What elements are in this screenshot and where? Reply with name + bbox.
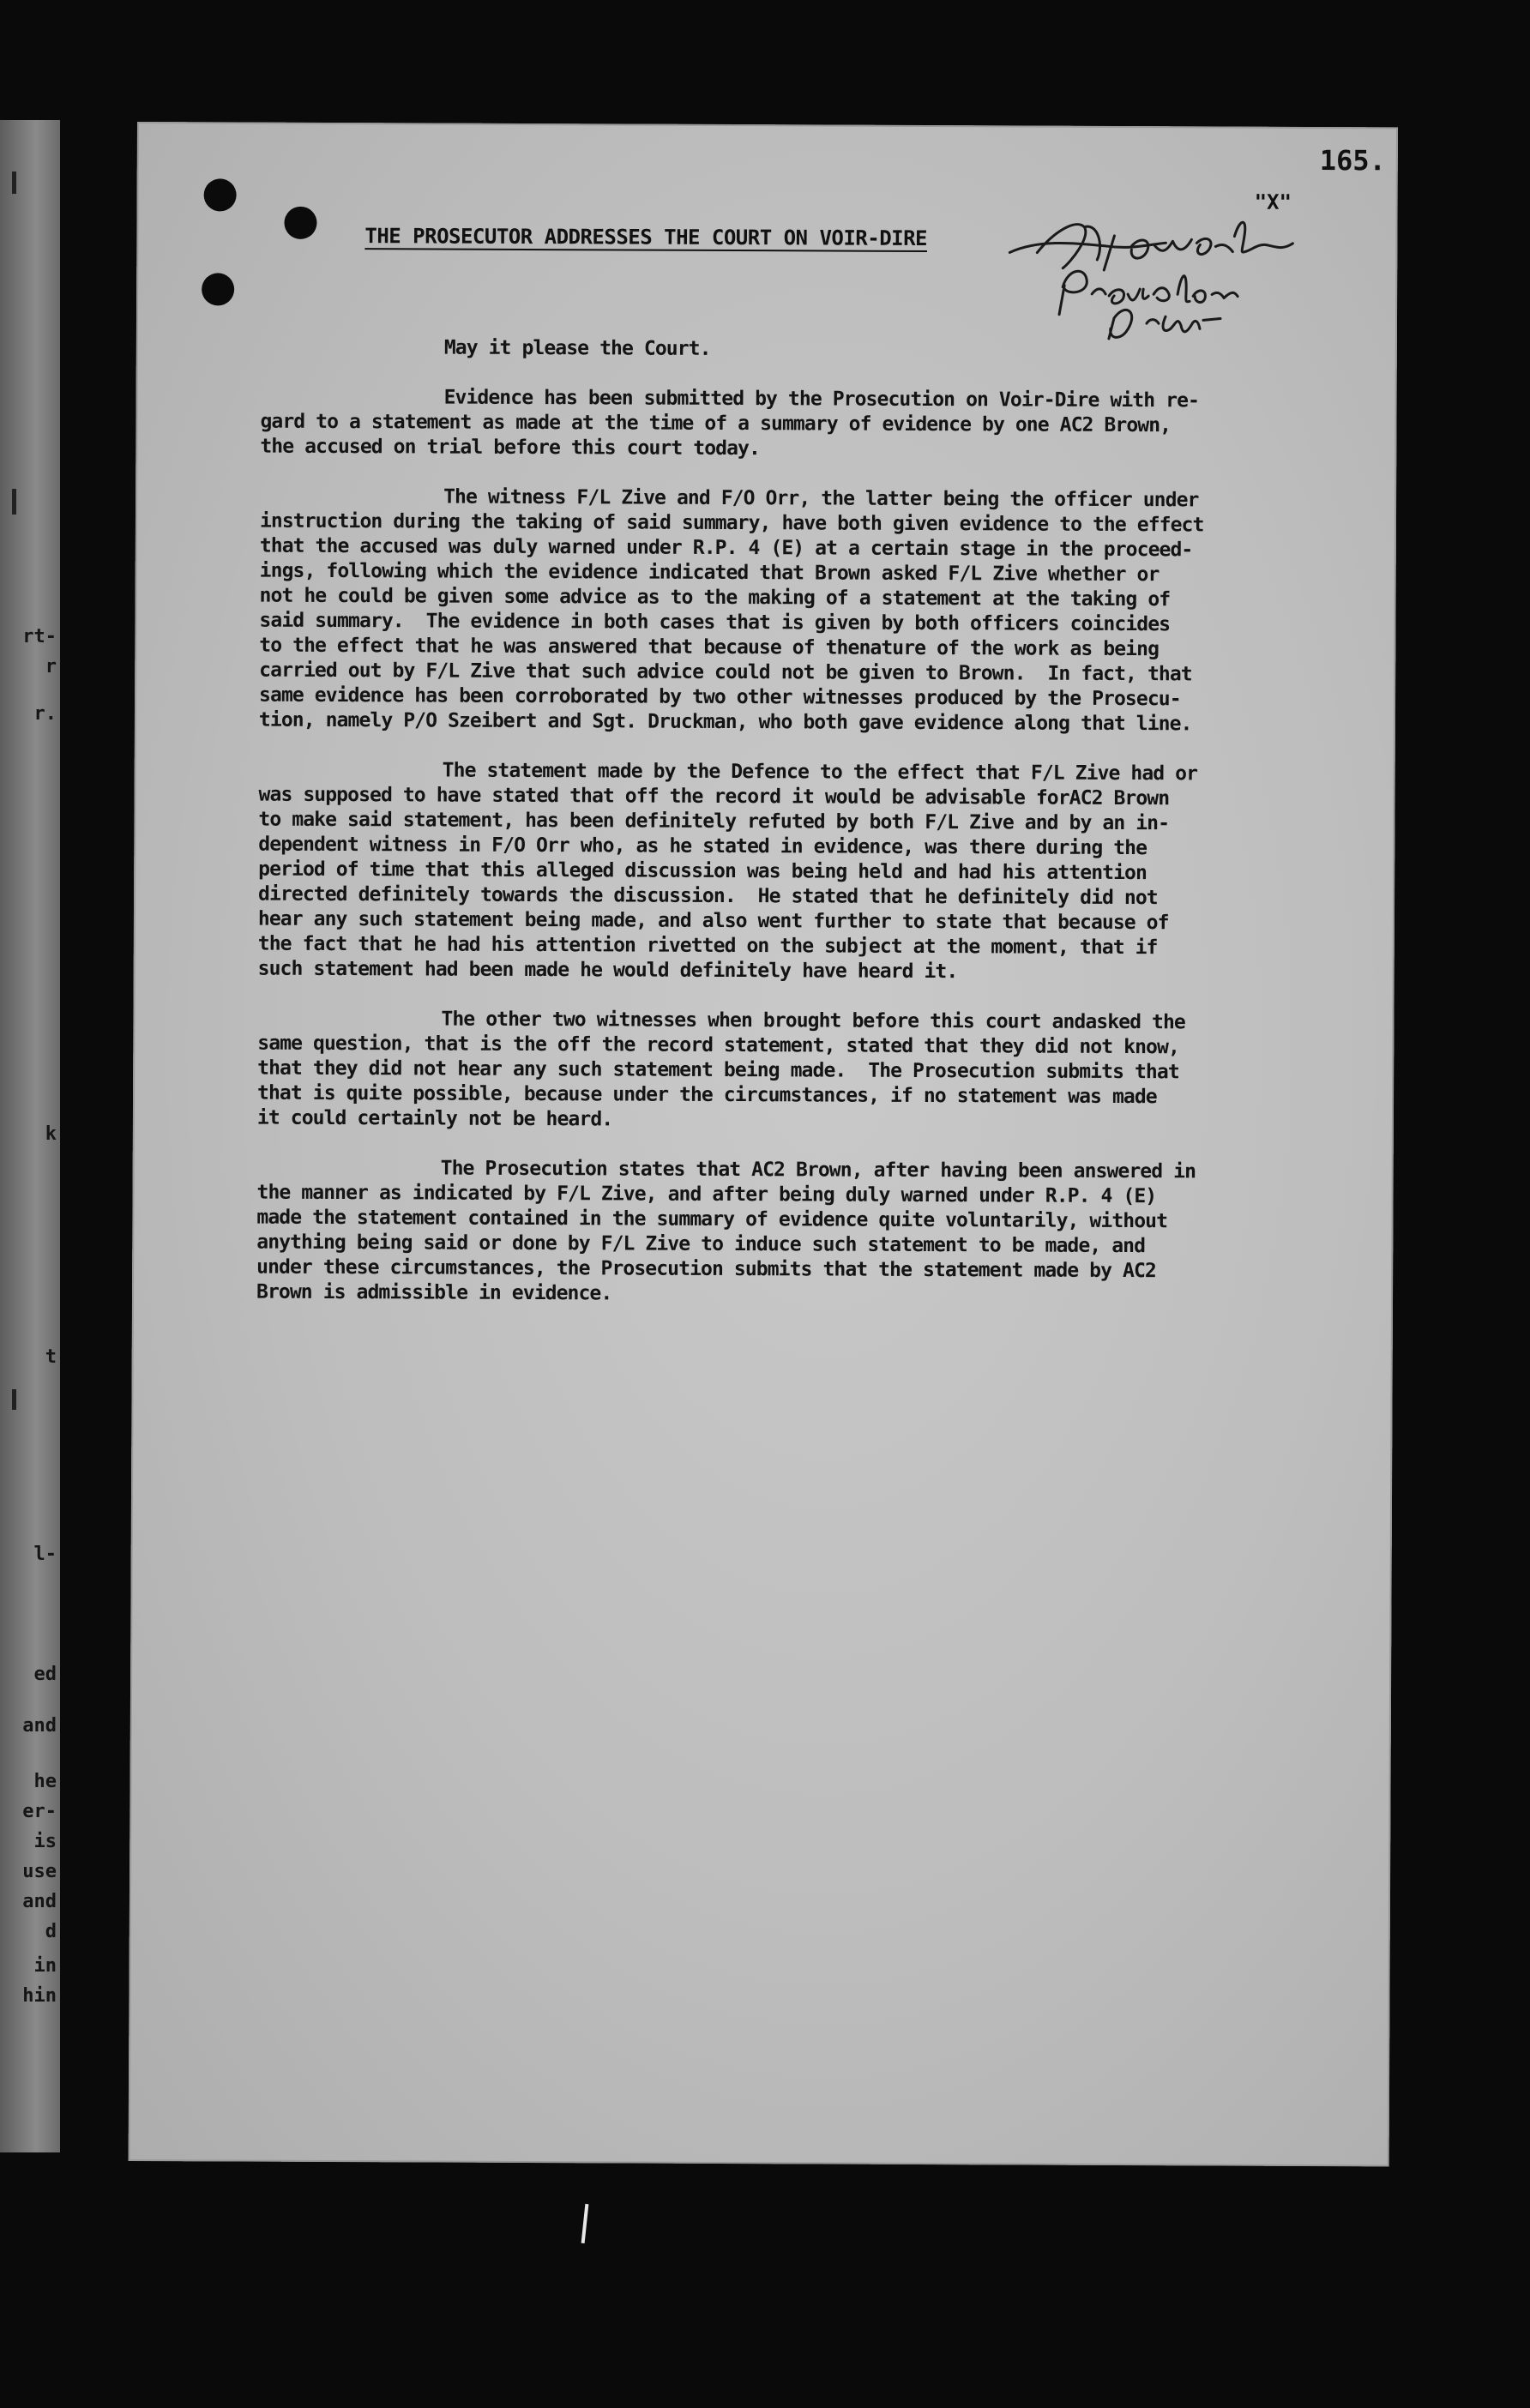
film-scratch <box>581 2204 589 2243</box>
text-line: dependent witness in F/O Orr who, as he stated in evidence, was there during the <box>258 833 1148 860</box>
text-line: carried out by F/L Zive that such advice could not be given to Brown. In fact, that <box>259 659 1192 686</box>
text-line: gard to a statement as made at the time of a summary of evidence by one AC2 Brown, <box>260 410 1172 437</box>
text-line: period of time that this alleged discussion was being held and had his attention <box>258 858 1148 885</box>
text-line: Evidence has been submitted by the Prosecution on Voir-Dire with re- <box>443 386 1200 412</box>
text-line: it could certainly not be heard. <box>256 1106 613 1131</box>
punch-hole <box>202 273 234 305</box>
text-line: the accused on trial before this court today. <box>260 435 761 461</box>
ink-mark <box>12 1389 16 1410</box>
paragraph <box>256 1156 1394 1310</box>
text-line: tion, namely P/O Szeibert and Sgt. Druckman, who both gave evidence along that line. <box>258 708 1192 736</box>
text-line: was supposed to have stated that off the record it would be advisable forAC2 Brown <box>258 783 1170 810</box>
text-line: ings, following which the evidence indicated that Brown asked F/L Zive whether or <box>259 559 1160 587</box>
margin-fragment: he <box>33 1771 57 1792</box>
text-line: under these circumstances, the Prosecution submits that the statement made by AC2 <box>256 1255 1156 1283</box>
margin-fragment: in <box>33 1955 57 1977</box>
text-line: The Prosecution states that AC2 Brown, after having been answered in <box>440 1157 1196 1183</box>
margin-fragment: hin <box>22 1985 57 2007</box>
document-title: THE PROSECUTOR ADDRESSES THE COURT ON VOIR-DIRE <box>364 224 928 251</box>
margin-fragment: d <box>45 1921 57 1942</box>
text-line: same evidence has been corroborated by two other witnesses produced by the Prosecu- <box>259 683 1181 711</box>
document-page <box>129 122 1398 2166</box>
text-line: hear any such statement being made, and also went further to state that because of <box>257 907 1169 935</box>
text-line: that they did not hear any such statement being made. The Prosecution submits that <box>257 1057 1179 1084</box>
margin-fragment: use <box>22 1861 57 1882</box>
exhibit-mark: "X" <box>1254 190 1292 214</box>
ink-mark <box>12 172 16 194</box>
text-line: instruction during the taking of said summary, have both given evidence to the effect <box>259 509 1204 537</box>
text-line: said summary. The evidence in both cases that is given by both officers coincides <box>259 609 1171 636</box>
margin-fragment: k <box>45 1123 57 1145</box>
salutation: May it please the Court. <box>443 336 711 360</box>
text-line: directed definitely towards the discussion. He stated that he definitely did not <box>258 882 1158 910</box>
paragraph <box>258 758 1395 987</box>
margin-fragment: is <box>33 1831 57 1852</box>
paragraph <box>257 1007 1394 1136</box>
punch-hole <box>284 207 316 239</box>
margin-fragment: r <box>45 656 57 677</box>
text-line: The statement made by the Defence to the effect that F/L Zive had or <box>442 759 1198 786</box>
text-line: anything being said or done by F/L Zive to induce such statement to be made, and <box>256 1231 1146 1258</box>
text-line: The witness F/L Zive and F/O Orr, the latter being the officer under <box>443 485 1199 512</box>
text-line: the fact that he had his attention rivetted on the subject at the moment, that if <box>257 932 1158 960</box>
margin-fragment: and <box>22 1891 57 1912</box>
text-line: such statement had been made he would definitely have heard it. <box>257 957 958 984</box>
text-line: same question, that is the off the record statement, stated that they did not know, <box>257 1032 1179 1059</box>
punch-hole <box>204 178 237 211</box>
margin-fragment: ed <box>33 1664 57 1685</box>
text-line: that is quite possible, because under the circumstances, if no statement was made <box>257 1081 1157 1109</box>
ink-mark <box>12 489 16 515</box>
margin-fragment: rt- <box>22 626 57 647</box>
text-line: to the effect that he was answered that because of thenature of the work as being <box>259 634 1160 661</box>
text-line: The other two witnesses when brought before this court andasked the <box>441 1008 1185 1034</box>
document-body <box>256 335 1397 1335</box>
margin-fragment: l- <box>33 1544 57 1565</box>
adjacent-page-edge <box>0 120 60 2152</box>
margin-fragment: and <box>22 1715 57 1737</box>
margin-fragment: er- <box>22 1801 57 1822</box>
paragraph <box>259 485 1396 738</box>
text-line: the manner as indicated by F/L Zive, and after being duly warned under R.P. 4 (E) <box>256 1181 1157 1208</box>
text-line: Brown is admissible in evidence. <box>256 1280 612 1305</box>
margin-fragment: r. <box>33 703 57 725</box>
president-signature <box>1003 192 1329 357</box>
page-number: 165. <box>1319 144 1386 178</box>
text-line: that the accused was duly warned under R.P. 4 (E) at a certain stage in the proceed- <box>259 534 1193 562</box>
text-line: made the statement contained in the summary of evidence quite voluntarily, without <box>256 1206 1168 1233</box>
paragraph <box>260 385 1396 465</box>
margin-fragment: t <box>45 1346 57 1368</box>
text-line: to make said statement, has been definitely refuted by both F/L Zive and by an in- <box>258 808 1170 835</box>
text-line: not he could be given some advice as to the making of a statement at the taking of <box>259 584 1171 611</box>
